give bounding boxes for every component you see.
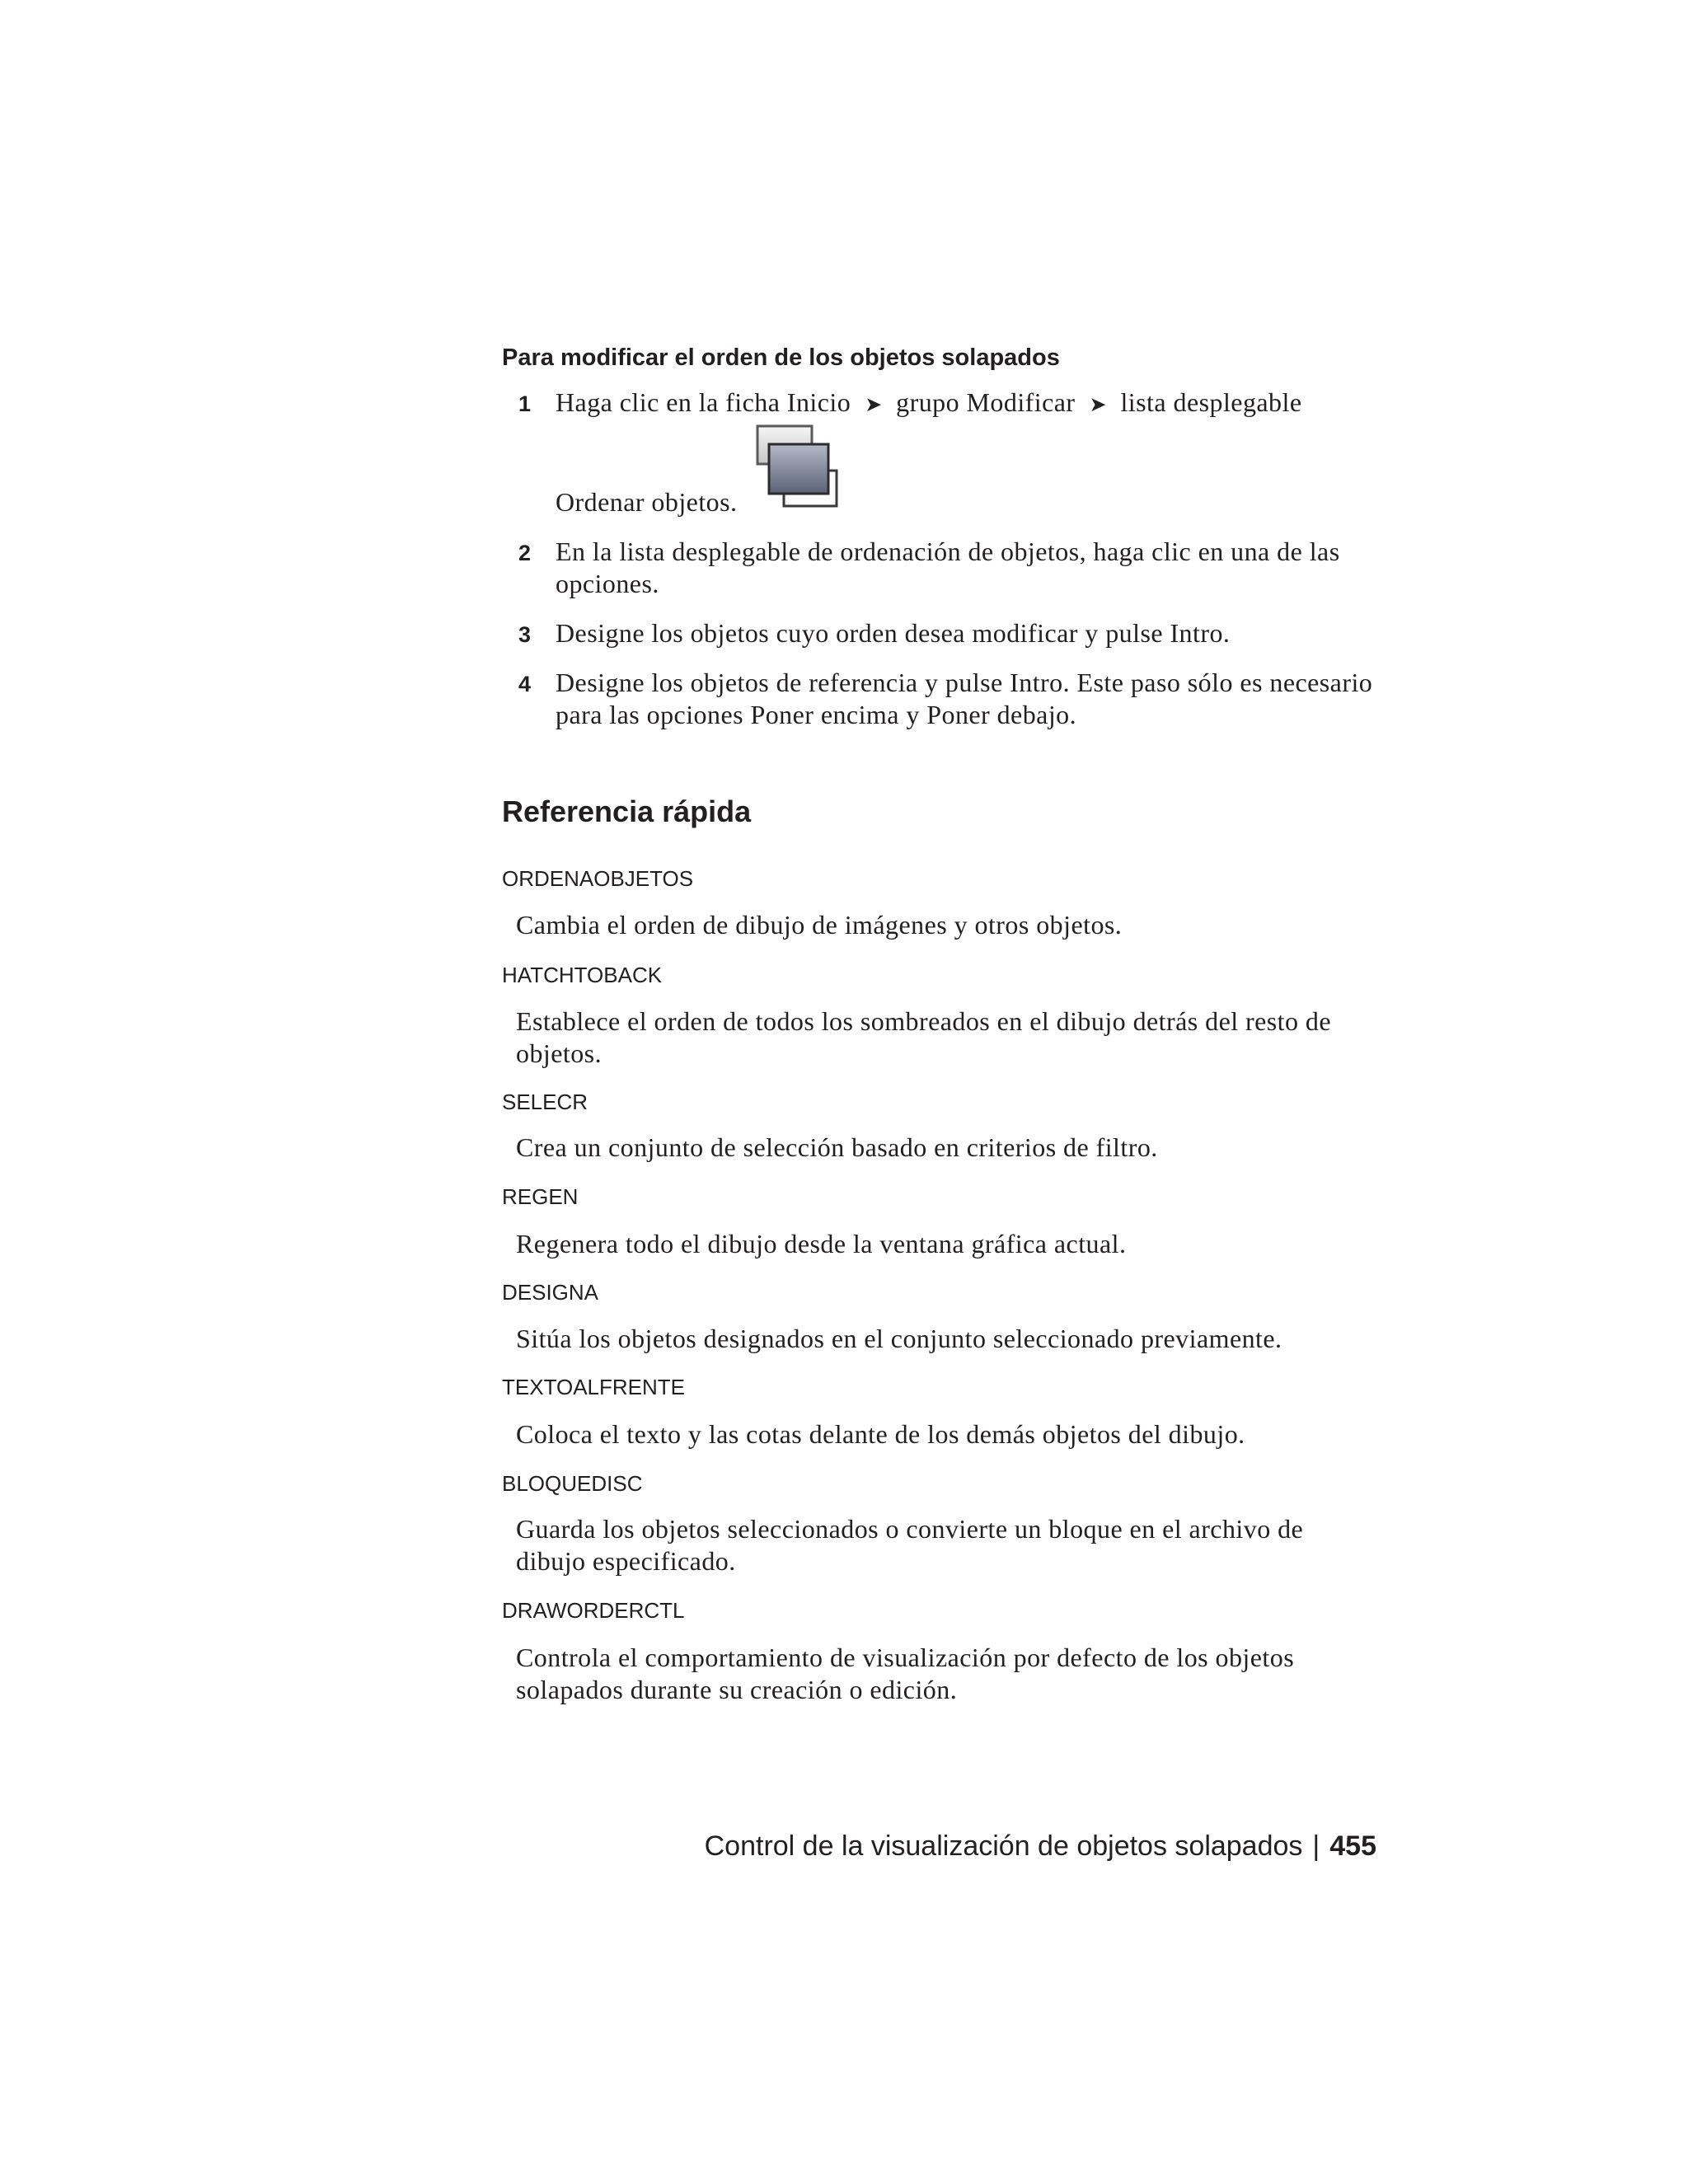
command-description [516, 1132, 1158, 1164]
page-footer [705, 1829, 1376, 1863]
command-description [516, 1642, 1294, 1705]
step-line: En la lista desplegable de ordenación de objetos, haga clic en una de las [556, 537, 1340, 566]
step-3 [518, 617, 1230, 651]
path-part-group: grupo Modificar [896, 387, 1076, 417]
arrow-icon: ➤ [865, 392, 883, 416]
step-line: Designe los objetos cuyo orden desea modificar y pulse Intro. [556, 618, 1231, 648]
description-line: Crea un conjunto de selección basado en criterios de filtro. [516, 1132, 1158, 1162]
command-description [516, 1513, 1303, 1577]
draw-order-icon [756, 424, 838, 508]
description-line: Coloca el texto y las cotas delante de los demás objetos del dibujo. [516, 1419, 1245, 1449]
step-number: 1 [518, 391, 532, 416]
step-number: 2 [518, 541, 532, 565]
command-description [516, 1418, 1245, 1451]
description-line: Sitúa los objetos designados en el conjunto seleccionado previamente. [516, 1324, 1282, 1353]
procedure-title: Para modificar el orden de los objetos solapados [502, 344, 1060, 371]
step-1 [518, 387, 1302, 421]
step-text [556, 387, 1302, 421]
step-text [556, 617, 1230, 649]
command-name: BLOQUEDISC [502, 1471, 643, 1496]
description-line: Guarda los objetos seleccionados o convierte un bloque en el archivo de [516, 1514, 1304, 1544]
step-4 [518, 667, 1372, 730]
description-line: solapados durante su creación o edición. [516, 1674, 958, 1704]
description-line: Cambia el orden de dibujo de imágenes y otros objetos. [516, 910, 1123, 940]
description-line: Regenera todo el dibujo desde la ventana gráfica actual. [516, 1229, 1127, 1258]
path-part-list: lista desplegable [1120, 387, 1302, 417]
page-number: 455 [1329, 1830, 1376, 1862]
quick-reference-title: Referencia rápida [502, 794, 752, 828]
command-name: DRAWORDERCTL [502, 1598, 685, 1623]
step-number: 3 [518, 622, 532, 647]
step-line [556, 387, 1302, 421]
step-text [556, 667, 1372, 730]
command-description [516, 1005, 1331, 1069]
footer-separator: | [1312, 1830, 1320, 1862]
command-description [516, 1323, 1282, 1355]
command-name: DESIGNA [502, 1280, 599, 1305]
step-2 [518, 536, 1340, 599]
description-line: dibujo especificado. [516, 1545, 736, 1576]
command-description [516, 1228, 1126, 1260]
description-line: Establece el orden de todos los sombreados en el dibujo detrás del resto de [516, 1006, 1332, 1036]
command-name: TEXTOALFRENTE [502, 1375, 686, 1399]
arrow-icon: ➤ [1089, 392, 1107, 416]
step-line: para las opciones Poner encima y Poner debajo. [556, 699, 1077, 729]
description-line: objetos. [516, 1038, 603, 1068]
command-name: HATCHTOBACK [502, 963, 663, 987]
step-line: Ordenar objetos. [556, 487, 738, 517]
description-line: Controla el comportamiento de visualización por defecto de los objetos [516, 1643, 1295, 1672]
step-number: 4 [518, 672, 532, 696]
step-line: opciones. [556, 568, 659, 598]
step-text [556, 536, 1340, 599]
command-name: REGEN [502, 1184, 579, 1209]
command-name: SELECR [502, 1090, 588, 1114]
command-name: ORDENAOBJETOS [502, 866, 694, 891]
footer-section-title: Control de la visualización de objetos solapados [704, 1830, 1303, 1862]
step-line: Designe los objetos de referencia y pulse Intro. Este paso sólo es necesario [556, 668, 1373, 697]
path-part-tab: Haga clic en la ficha Inicio [556, 387, 851, 417]
command-description [516, 909, 1122, 941]
